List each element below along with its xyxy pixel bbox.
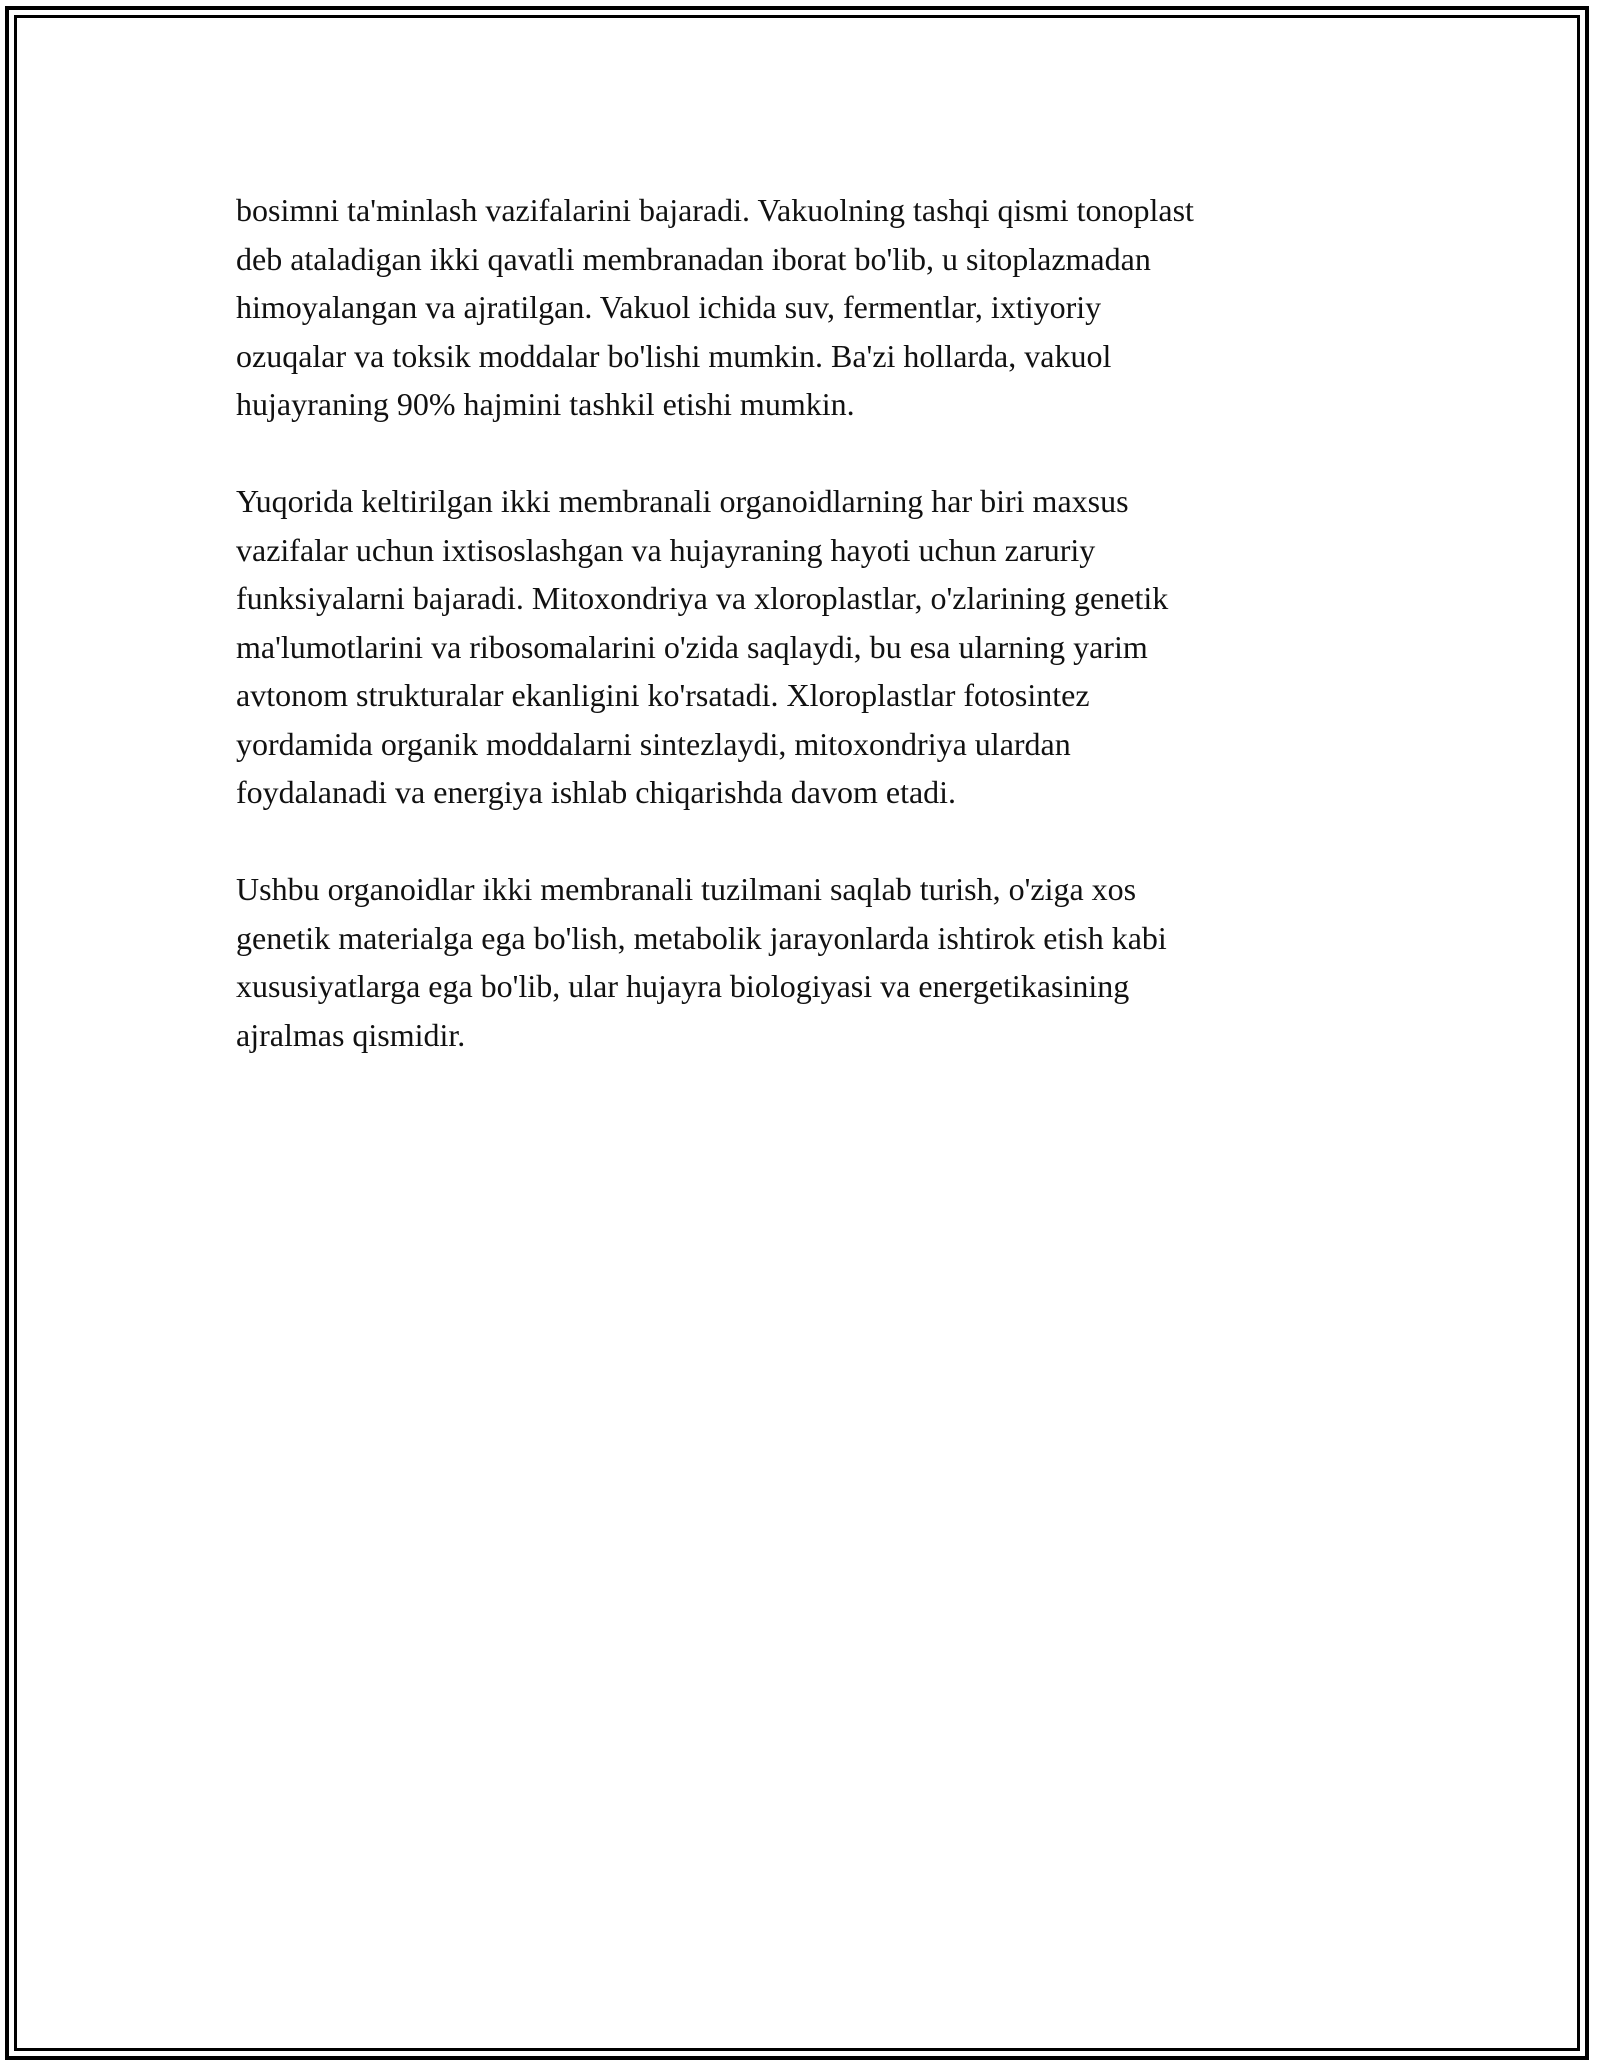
paragraph-vacuole: bosimni ta'minlash vazifalarini bajaradi. Vakuolning tashqi qismi tonoplast deb ataladigan ikki qavatli membranadan iborat bo'lib, u sitoplazmadan himoyalangan va ajratilgan. Vakuol ichida suv, fermentlar, ixtiyoriy ozuqalar va toksik moddalar bo'lishi mumkin. Ba'zi hollarda, vakuol hujayraning 90% hajmini tashkil etishi mumkin. [236, 192, 1194, 422]
document-body [236, 186, 1366, 1108]
paragraph-conclusion: Ushbu organoidlar ikki membranali tuzilmani saqlab turish, o'ziga xos genetik materialga ega bo'lish, metabolik jarayonlarda ishtirok etish kabi xususiyatlarga ega bo'lib, ular hujayra biologiyasi va energetikasining ajralmas qismidir. [236, 871, 1167, 1053]
paragraph-double-membrane-organelles: Yuqorida keltirilgan ikki membranali organoidlarning har biri maxsus vazifalar uchun ixtisoslashgan va hujayraning hayoti uchun zaruriy funksiyalarni bajaradi. Mitoxondriya va xloroplastlar, o'zlarining genetik ma'lumotlarini va ribosomalarini o'zida saqlaydi, bu esa ularning yarim avtonom strukturalar ekanligini ko'rsatadi. Xloroplastlar fotosintez yordamida organik moddalarni sintezlaydi, mitoxondriya ulardan foydalanadi va energiya ishlab chiqarishda davom etadi. [236, 483, 1169, 810]
